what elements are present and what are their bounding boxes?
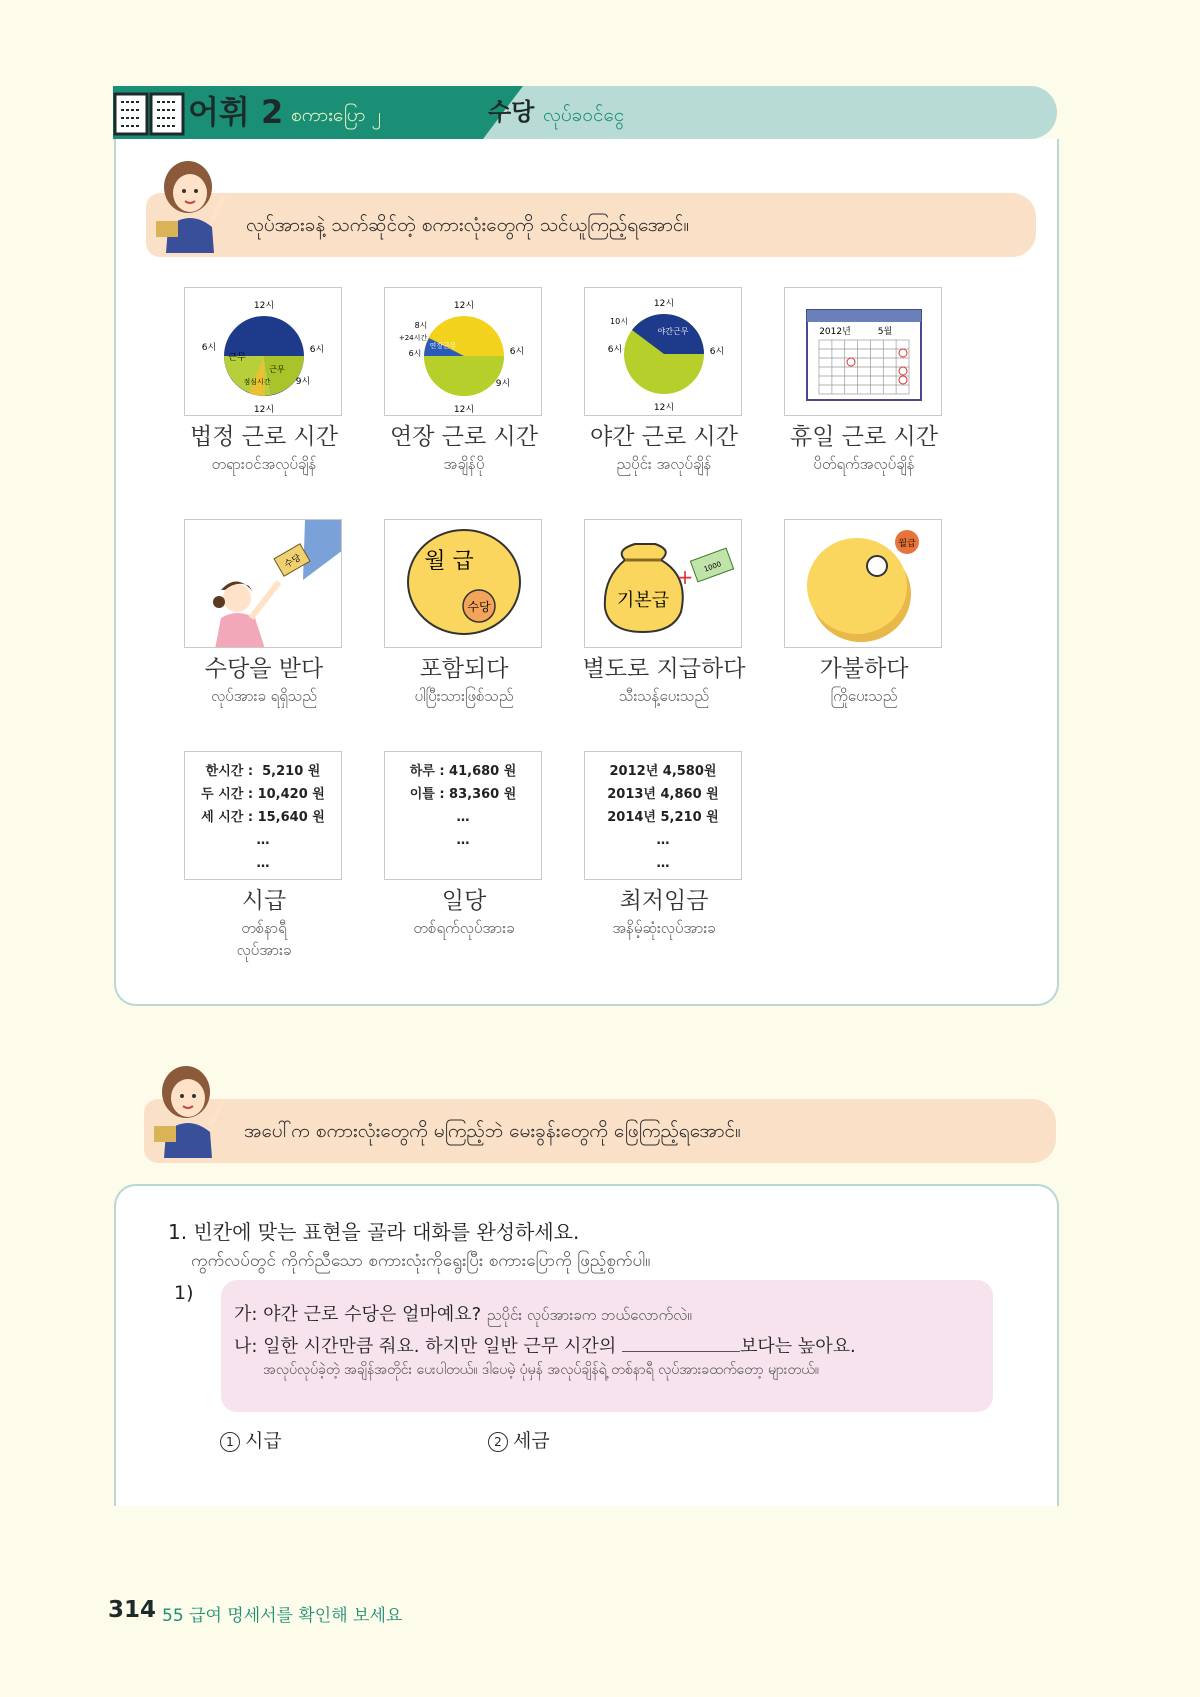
choice-1-number: 1 [220, 1432, 240, 1452]
night-work-pie-image [584, 287, 742, 416]
hourly-wage-lines [185, 760, 341, 875]
note-line: 2012년 4,580원 [609, 764, 717, 779]
sub-question-1-number: 1) [174, 1282, 194, 1304]
calendar-image [784, 287, 942, 416]
minimum-wage-lines [585, 760, 741, 875]
svg-text:6시: 6시 [509, 347, 525, 357]
svg-text:1000: 1000 [702, 560, 723, 574]
svg-text:5월: 5월 [877, 327, 893, 337]
svg-text:6시: 6시 [408, 349, 422, 358]
dialogue-line-b [234, 1332, 856, 1358]
word-overtime-myanmar: အချိန်ပို [443, 455, 485, 473]
note-line: … [656, 856, 670, 871]
svg-text:12시: 12시 [453, 301, 475, 311]
overtime-pie-image [384, 287, 542, 416]
dialogue-line-a-myanmar: ညပိုင်း လုပ်အားခက ဘယ်လောက်လဲ။ [486, 1306, 692, 1324]
svg-text:12시: 12시 [653, 299, 675, 309]
note-line: 두 시간 : 10,420 원 [201, 787, 325, 802]
note-line: 하루 : 41,680 원 [409, 764, 517, 779]
choice-2-label: 세금 [513, 1430, 550, 1452]
word-minimum-wage-myanmar: အနိမ့်ဆုံးလုပ်အားခ [612, 919, 716, 937]
word-daily-wage: 일당 [441, 888, 487, 914]
word-receive-allowance: 수당을 받다 [204, 656, 324, 682]
note-line: … [456, 833, 470, 848]
vocabulary-box [114, 139, 1059, 1006]
note-line: … [256, 856, 270, 871]
dialogue-line-b-myanmar: အလုပ်လုပ်ခဲ့တဲ့ အချိန်အတိုင်း ပေးပါတယ်။ ဒါပေမဲ့ ပုံမှန် အလုပ်ချိန်ရဲ့ တစ်နာရီ လုပ်အားခထက်တော့ များတယ်။ [263, 1362, 819, 1378]
svg-text:2012년: 2012년 [819, 327, 851, 337]
topic-title-myanmar: လုပ်ခဝင်ငွေ [543, 104, 625, 126]
choice-2[interactable] [488, 1426, 550, 1453]
svg-text:12시: 12시 [453, 405, 475, 415]
daily-wage-lines [385, 760, 541, 852]
word-hourly-wage: 시급 [241, 888, 287, 914]
vocab-instruction-text: လုပ်အားခနဲ့ သက်ဆိုင်တဲ့ စကားလုံးတွေကို သင်ယူကြည့်ရအောင်။ [246, 214, 690, 236]
legal-hours-pie-image [184, 287, 342, 416]
teacher-icon [146, 1062, 232, 1162]
svg-text:+24시간: +24시간 [398, 334, 428, 342]
word-holiday-work: 휴일 근로 시간 [790, 424, 938, 450]
vocab-instruction [146, 193, 1036, 257]
page-number: 314 [108, 1597, 157, 1623]
word-daily-wage-myanmar: တစ်ရက်လုပ်အားခ [413, 919, 515, 937]
word-night-work: 야간 근로 시간 [590, 424, 738, 450]
word-pay-separately-myanmar: သီးသန့်ပေးသည် [618, 687, 710, 705]
receive-allowance-image [184, 519, 342, 648]
svg-text:6시: 6시 [709, 347, 725, 357]
svg-text:9시: 9시 [495, 379, 511, 389]
svg-text:월급: 월급 [898, 539, 916, 549]
note-line: … [456, 810, 470, 825]
svg-text:연장근무: 연장근무 [429, 342, 457, 350]
svg-text:+: + [676, 565, 694, 589]
note-line: 이틀 : 83,360 원 [409, 787, 517, 802]
included-salary-image [384, 519, 542, 648]
answer-blank[interactable] [622, 1333, 740, 1352]
svg-text:12시: 12시 [653, 403, 675, 413]
svg-text:9시: 9시 [295, 377, 311, 387]
exercise-box [114, 1184, 1059, 1506]
svg-text:6시: 6시 [309, 345, 325, 355]
daily-wage-note [384, 751, 542, 880]
word-legal-hours: 법정 근로 시간 [190, 424, 338, 450]
note-line: 세 시간 : 15,640 원 [201, 810, 325, 825]
svg-text:6시: 6시 [607, 345, 623, 355]
question-1: 1. 빈칸에 맞는 표현을 골라 대화를 완성하세요. [168, 1220, 580, 1244]
note-line: … [256, 833, 270, 848]
svg-text:12시: 12시 [253, 405, 275, 415]
svg-text:야간근무: 야간근무 [657, 327, 689, 336]
dialogue-box [221, 1280, 993, 1412]
chapter-title: 55 급여 명세서를 확인해 보세요 [162, 1606, 403, 1626]
dialogue-line-b-part2: 보다는 높아요. [739, 1336, 856, 1357]
word-advance-pay: 가불하다 [819, 656, 909, 682]
word-hourly-wage-myanmar: တစ်နာရီ လုပ်အားခ [236, 919, 292, 959]
dialogue-line-a-text: 가: 야간 근로 수당은 얼마예요? [234, 1304, 482, 1325]
exercise-instruction [144, 1099, 1056, 1163]
book-icon [113, 88, 185, 138]
svg-text:월 급: 월 급 [424, 549, 474, 574]
svg-text:수당: 수당 [467, 600, 491, 614]
svg-text:12시: 12시 [253, 301, 275, 311]
word-minimum-wage: 최저임금 [619, 888, 709, 914]
topic-title: 수당 [488, 98, 535, 126]
advance-pay-image [784, 519, 942, 648]
word-receive-allowance-myanmar: လုပ်အားခ ရရှိသည် [211, 687, 317, 705]
choice-1-label: 시급 [245, 1430, 282, 1452]
choice-1[interactable] [220, 1426, 282, 1453]
svg-text:8시: 8시 [414, 321, 428, 330]
teacher-icon [148, 157, 234, 257]
exercise-instruction-text: အပေါ်က စကားလုံးတွေကို မကြည့်ဘဲ မေးခွန်းတွေကို ဖြေကြည့်ရအောင်။ [244, 1120, 741, 1142]
note-line: … [656, 833, 670, 848]
word-overtime: 연장 근로 시간 [390, 424, 538, 450]
note-line: 2014년 5,210 원 [607, 810, 719, 825]
pay-separately-image [584, 519, 742, 648]
word-holiday-work-myanmar: ပိတ်ရက်အလုပ်ချိန် [813, 455, 915, 473]
word-pay-separately: 별도로 지급하다 [582, 656, 746, 682]
dialogue-line-a [234, 1300, 692, 1328]
note-line: 2013년 4,860 원 [607, 787, 719, 802]
hourly-wage-note [184, 751, 342, 880]
question-1-myanmar: ကွက်လပ်တွင် ကိုက်ညီသော စကားလုံးကိုရွေးပြီး စကားပြောကို ဖြည့်စွက်ပါ။ [191, 1251, 651, 1271]
word-included-myanmar: ပါပြီးသားဖြစ်သည် [414, 687, 514, 705]
svg-text:근무: 근무 [228, 353, 246, 363]
svg-text:10시: 10시 [610, 317, 628, 326]
choice-2-number: 2 [488, 1432, 508, 1452]
dialogue-line-b-part1: 나: 일한 시간만큼 줘요. 하지만 일반 근무 시간의 [234, 1336, 617, 1357]
vocab-title: 어휘 2 [188, 93, 284, 131]
vocab-title-myanmar: စကားပြော ၂ [291, 104, 381, 126]
word-advance-pay-myanmar: ကြိုပေးသည် [830, 687, 898, 705]
word-included: 포함되다 [419, 656, 509, 682]
minimum-wage-note [584, 751, 742, 880]
note-line: 한시간 : 5,210 원 [205, 764, 321, 779]
svg-text:6시: 6시 [201, 343, 217, 353]
word-night-work-myanmar: ညပိုင်း အလုပ်ချိန် [616, 455, 712, 473]
svg-text:기본급: 기본급 [616, 590, 670, 611]
svg-text:수당: 수당 [282, 553, 304, 571]
svg-text:근무: 근무 [269, 365, 285, 374]
word-legal-hours-myanmar: တရားဝင်အလုပ်ချိန် [211, 455, 317, 473]
section-header [113, 86, 1057, 139]
svg-text:점심시간: 점심시간 [243, 378, 271, 386]
